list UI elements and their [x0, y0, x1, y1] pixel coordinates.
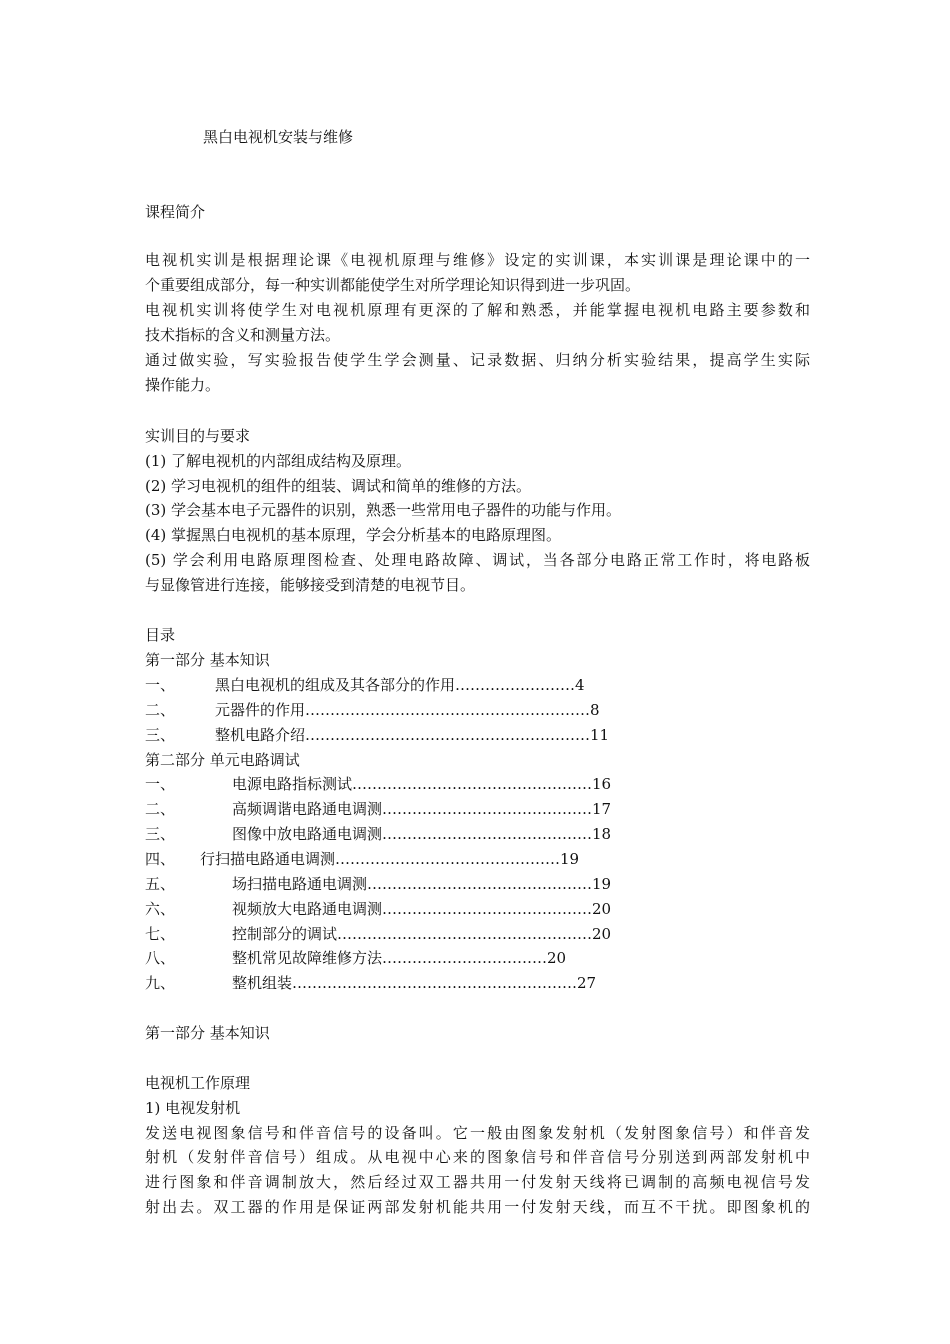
toc-row-entry: 高频调谐电路通电调测……………………………………17 — [232, 800, 612, 818]
document-title: 黑白电视机安装与维修 — [203, 128, 354, 146]
toc-row-number: 九、 — [145, 974, 176, 992]
toc-row-entry: 行扫描电路通电调测………………………………………19 — [200, 850, 580, 868]
goal-item-5: (5) 学会利用电路原理图检查、处理电路故障、调试，当各部分电路正常工作时，将电路板 — [145, 551, 810, 569]
toc-row-entry: 电源电路指标测试…………………………………………16 — [232, 775, 612, 793]
section1-heading: 第一部分 基本知识 — [145, 1024, 270, 1042]
toc-row-number: 七、 — [145, 925, 176, 943]
toc-row-number: 八、 — [145, 949, 176, 967]
section1-para-line1: 发送电视图象信号和伴音信号的设备叫。它一般由图象发射机（发射图象信号）和伴音发 — [145, 1124, 810, 1142]
goal-item-1: (1) 了解电视机的内部组成结构及原理。 — [145, 452, 412, 470]
toc-row-number: 三、 — [145, 825, 176, 843]
toc-row-entry: 控制部分的调试……………………………………………20 — [232, 925, 612, 943]
intro-p3-line2: 操作能力。 — [145, 376, 221, 394]
goal-item-5-line2: 与显像管进行连接，能够接受到清楚的电视节目。 — [145, 576, 476, 594]
toc-row-number: 二、 — [145, 800, 176, 818]
toc-row-number: 五、 — [145, 875, 176, 893]
section1-para-line4: 射出去。双工器的作用是保证两部发射机能共用一付发射天线，而互不干扰。即图象机的 — [145, 1198, 810, 1216]
toc-row-entry: 黑白电视机的组成及其各部分的作用……………………4 — [215, 676, 585, 694]
goal-item-3: (3) 学会基本电子元器件的识别，熟悉一些常用电子器件的功能与作用。 — [145, 501, 622, 519]
toc-row-entry: 元器件的作用…………………………………………………8 — [215, 701, 600, 719]
toc-part1-title: 第一部分 基本知识 — [145, 651, 270, 669]
intro-p2-line1: 电视机实训将使学生对电视机原理有更深的了解和熟悉，并能掌握电视机电路主要参数和 — [145, 301, 810, 319]
toc-row-number: 四、 — [145, 850, 176, 868]
section1-para-line3: 进行图象和伴音调制放大，然后经过双工器共用一付发射天线将已调制的高频电视信号发 — [145, 1173, 810, 1191]
toc-row-number: 二、 — [145, 701, 176, 719]
toc-row-number: 六、 — [145, 900, 176, 918]
toc-row-entry: 视频放大电路通电调测……………………………………20 — [232, 900, 612, 918]
goal-item-2: (2) 学习电视机的组件的组装、调试和简单的维修的方法。 — [145, 477, 532, 495]
toc-row-entry: 场扫描电路通电调测………………………………………19 — [232, 875, 612, 893]
section1-para-line2: 射机（发射伴音信号）组成。从电视中心来的图象信号和伴音信号分别送到两部发射机中 — [145, 1148, 810, 1166]
toc-row-number: 一、 — [145, 775, 176, 793]
intro-p1-line2: 个重要组成部分，每一种实训都能使学生对所学理论知识得到进一步巩固。 — [145, 276, 641, 294]
toc-row-entry: 整机常见故障维修方法……………………………20 — [232, 949, 567, 967]
intro-heading: 课程简介 — [145, 203, 206, 221]
intro-p2-line2: 技术指标的含义和测量方法。 — [145, 326, 341, 344]
section1-subheading: 电视机工作原理 — [145, 1074, 251, 1092]
toc-row-entry: 整机电路介绍…………………………………………………11 — [215, 726, 610, 744]
intro-p3-line1: 通过做实验，写实验报告使学生学会测量、记录数据、归纳分析实验结果，提高学生实际 — [145, 351, 810, 369]
toc-row-number: 三、 — [145, 726, 176, 744]
goal-item-4: (4) 掌握黑白电视机的基本原理，学会分析基本的电路原理图。 — [145, 526, 562, 544]
section1-item1: 1) 电视发射机 — [145, 1099, 241, 1117]
goals-heading: 实训目的与要求 — [145, 427, 251, 445]
toc-row-entry: 整机组装…………………………………………………27 — [232, 974, 597, 992]
toc-row-number: 一、 — [145, 676, 176, 694]
toc-heading: 目录 — [145, 626, 176, 644]
intro-p1-line1: 电视机实训是根据理论课《电视机原理与维修》设定的实训课，本实训课是理论课中的一 — [145, 251, 810, 269]
toc-part2-title: 第二部分 单元电路调试 — [145, 751, 300, 769]
toc-row-entry: 图像中放电路通电调测……………………………………18 — [232, 825, 612, 843]
